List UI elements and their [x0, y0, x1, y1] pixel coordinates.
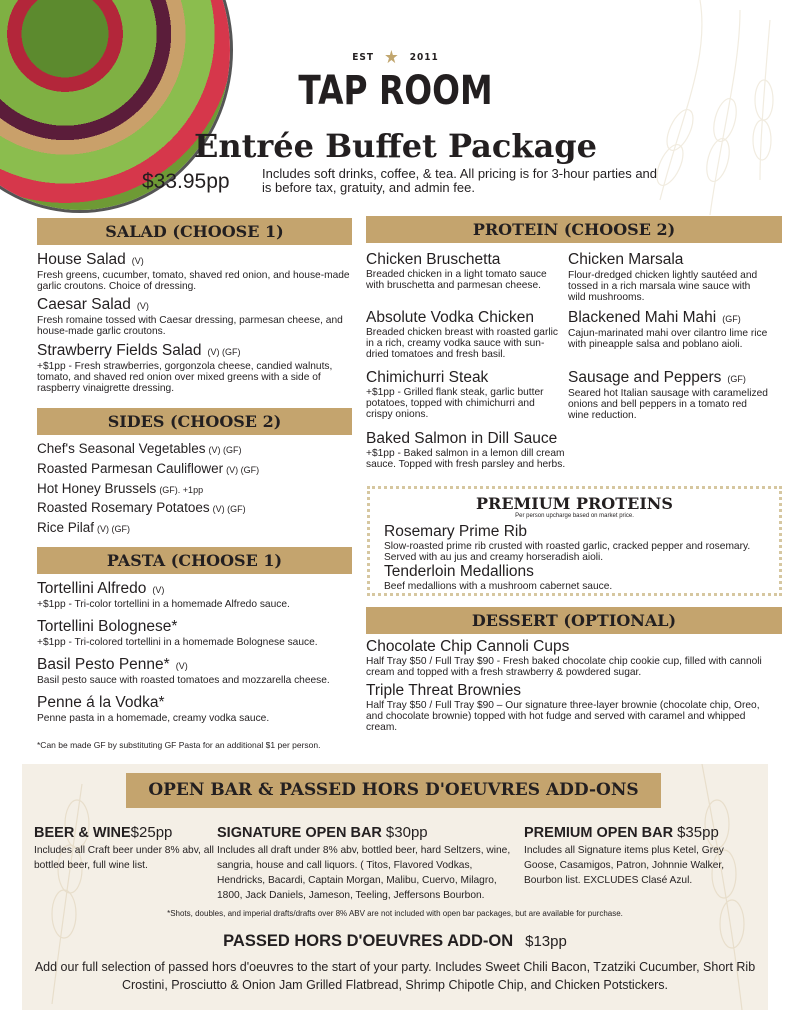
sides-heading: SIDES (CHOOSE 2): [37, 408, 352, 435]
side-name: Roasted Rosemary Potatoes: [37, 500, 210, 515]
hors-price: $13pp: [525, 933, 567, 950]
item-name: Chocolate Chip Cannoli Cups: [366, 638, 570, 655]
item-name: Chimichurri Steak: [366, 369, 489, 386]
item-desc: +$1pp - Tri-colored tortellini in a homemade Bolognese sauce.: [37, 637, 318, 648]
menu-item: [568, 251, 768, 303]
dessert-heading: DESSERT (OPTIONAL): [366, 607, 782, 634]
star-icon: ★: [384, 47, 400, 68]
menu-item: [366, 682, 776, 733]
bar-desc: Includes all Signature items plus Ketel, Grey Goose, Casamigos, Patron, Johnnie Walker, Bourbon list. EXCLUDES Clasé Azul.: [524, 845, 725, 886]
bar-price: $25pp: [130, 824, 173, 841]
item-name: Penne á la Vodka*: [37, 694, 165, 711]
menu-item: [366, 430, 566, 470]
item-tags: (GF): [722, 314, 741, 324]
side-name: Chef's Seasonal Vegetables: [37, 441, 206, 456]
item-desc: +$1pp - Tri-color tortellini in a homemade Alfredo sauce.: [37, 599, 290, 610]
menu-item: [37, 251, 355, 292]
price-note: Includes soft drinks, coffee, & tea. All pricing is for 3-hour parties and is before tax, gratuity, and admin fee.: [262, 166, 658, 195]
item-name: Triple Threat Brownies: [366, 682, 522, 699]
est-year: 2011: [409, 52, 439, 63]
item-desc: Basil pesto sauce with roasted tomatoes and mozzarella cheese.: [37, 675, 330, 686]
side-tags: (GF). +1pp: [159, 485, 204, 495]
item-desc: Half Tray $50 / Full Tray $90 – Our signature three-layer brownie (chocolate chip, Oreo, and chocolate brownie) topped with hot fudge and served with caramel and whipped cream.: [366, 700, 760, 733]
item-desc: Fresh greens, cucumber, tomato, shaved red onion, and house-made garlic croutons. Choice of dressing.: [37, 270, 350, 292]
item-name: Basil Pesto Penne*: [37, 656, 170, 673]
menu-item: [568, 369, 768, 421]
side-name: Rice Pilaf: [37, 520, 95, 535]
item-desc: +$1pp - Fresh strawberries, gorgonzola cheese, candied walnuts, tomato, and shaved red onion over mixed greens with a side of raspberry vinaigrette dressing.: [37, 361, 333, 394]
pasta-footnote: *Can be made GF by substituting GF Pasta for an additional $1 per person.: [37, 740, 321, 750]
item-name: Chicken Bruschetta: [366, 251, 501, 268]
item-desc: Beef medallions with a mushroom cabernet sauce.: [384, 581, 613, 592]
side-name: Roasted Parmesan Cauliflower: [37, 461, 224, 476]
menu-item: [37, 342, 355, 394]
bar-price: $35pp: [677, 824, 719, 841]
side-tags: (V) (GF): [226, 465, 260, 475]
side-tags: (V) (GF): [208, 445, 242, 455]
item-desc: Breaded chicken breast with roasted garlic in a rich, creamy vodka sauce with sun-dried tomatoes and fresh basil.: [366, 327, 558, 360]
bar-name: BEER & WINE: [34, 825, 131, 841]
menu-item: [384, 563, 774, 592]
bar-desc: Includes all Craft beer under 8% abv, all bottled beer, full wine list.: [34, 845, 214, 871]
item-desc: Fresh romaine tossed with Caesar dressing, parmesan cheese, and house-made garlic croutons.: [37, 315, 343, 337]
menu-item: [568, 309, 768, 350]
menu-item: [366, 638, 776, 678]
premium-subheading: Per person upcharge based on market price.: [515, 513, 634, 519]
bar-name: PREMIUM OPEN BAR: [524, 825, 674, 841]
hors-doeuvres-heading: [22, 932, 768, 951]
item-name: House Salad: [37, 251, 126, 268]
side-item: [37, 500, 246, 515]
item-name: Rosemary Prime Rib: [384, 523, 527, 540]
item-tags: (V): [175, 661, 188, 671]
item-tags: (GF): [727, 374, 746, 384]
salad-heading: SALAD (CHOOSE 1): [37, 218, 352, 245]
brand-logo: TAP ROOM: [298, 68, 493, 114]
menu-item: [37, 296, 355, 337]
item-name: Absolute Vodka Chicken: [366, 309, 535, 326]
side-tags: (V) (GF): [212, 504, 246, 514]
bar-name: SIGNATURE OPEN BAR: [217, 825, 382, 841]
package-price: $33.95pp: [142, 170, 230, 193]
protein-heading: PROTEIN (CHOOSE 2): [366, 216, 782, 243]
item-name: Tortellini Alfredo: [37, 580, 147, 597]
page-title: Entrée Buffet Package: [193, 127, 598, 165]
item-tags: (V): [131, 256, 144, 266]
item-name: Tortellini Bolognese*: [37, 618, 178, 635]
bar-price: $30pp: [385, 824, 428, 841]
item-desc: +$1pp - Grilled flank steak, garlic butter potatoes, topped with chimichurri and crispy onions.: [366, 387, 544, 420]
menu-item: [37, 694, 355, 724]
side-item: [37, 461, 259, 476]
item-name: Tenderloin Medallions: [384, 563, 534, 580]
menu-item: [366, 369, 561, 420]
menu-item: [366, 251, 561, 291]
item-name: Strawberry Fields Salad: [37, 342, 202, 359]
side-item: [37, 520, 130, 535]
item-desc: Flour-dredged chicken lightly sautéed and tossed in a rich marsala wine sauce with wild mushrooms.: [568, 270, 758, 303]
hors-name: PASSED HORS D'OEUVRES ADD-ON: [223, 932, 514, 950]
menu-item: [37, 656, 355, 686]
item-desc: Half Tray $50 / Full Tray $90 - Fresh baked chocolate chip cookie cup, filled with cannoli cream and topped with a fresh strawberry & powdered sugar.: [366, 656, 762, 678]
item-name: Baked Salmon in Dill Sauce: [366, 430, 558, 447]
item-desc: Breaded chicken in a light tomato sauce with bruschetta and parmesan cheese.: [366, 269, 547, 291]
menu-item: [384, 523, 774, 563]
item-name: Sausage and Peppers: [568, 369, 722, 386]
pasta-heading: PASTA (CHOOSE 1): [37, 547, 352, 574]
addons-section: [22, 764, 768, 1010]
established-line: [0, 47, 791, 68]
menu-item: [366, 309, 561, 360]
menu-item: [37, 580, 355, 610]
addons-heading: OPEN BAR & PASSED HORS D'OEUVRES ADD-ONS: [126, 773, 661, 808]
item-tags: (V) (GF): [207, 347, 241, 357]
side-item: [37, 441, 241, 456]
item-desc: Seared hot Italian sausage with caramelized onions and bell peppers in a tomato red wine reduction.: [568, 388, 768, 421]
est-label: EST: [352, 52, 374, 63]
premium-heading: PREMIUM PROTEINS: [476, 494, 673, 513]
menu-item: [37, 618, 355, 648]
bar-desc: Includes all draft under 8% abv, bottled beer, hard Seltzers, wine, sangria, house and call liquors. ( Titos, Flavored Vodkas, Hendricks, Bacardi, Captain Morgan, Malibu, Cuervo, Milagro, 1800, Jack Daniels, Jameson, Teeling, Jeffersons Bourbon.: [217, 845, 511, 901]
item-desc: Slow-roasted prime rib crusted with roasted garlic, cracked pepper and rosemary. Served with au jus and creamy horseradish aioli.: [384, 541, 751, 563]
side-tags: (V) (GF): [97, 524, 131, 534]
item-name: Blackened Mahi Mahi: [568, 309, 717, 326]
item-desc: +$1pp - Baked salmon in a lemon dill cream sauce. Topped with fresh parsley and herbs.: [366, 448, 566, 470]
item-name: Caesar Salad: [37, 296, 131, 313]
bar-package-signature: [217, 824, 517, 903]
item-tags: (V): [152, 585, 165, 595]
item-desc: Cajun-marinated mahi over cilantro lime rice with pineapple salsa and poblano aioli.: [568, 328, 768, 350]
item-name: Chicken Marsala: [568, 251, 684, 268]
shots-footnote: *Shots, doubles, and imperial drafts/drafts over 8% ABV are not included with open bar packages, but are available for purchase.: [167, 909, 623, 918]
premium-proteins-box: [367, 486, 782, 596]
item-desc: Penne pasta in a homemade, creamy vodka sauce.: [37, 713, 270, 724]
hors-desc: Add our full selection of passed hors d'oeuvres to the start of your party. Includes Sweet Chili Bacon, Tzatziki Cucumber, Short Rib Crostini, Prosciutto & Onion Jam Grilled Flatbread, Shrimp Chipotle Chip, and Chicken Potstickers.: [34, 960, 756, 992]
side-name: Hot Honey Brussels: [37, 481, 157, 496]
side-item: [37, 481, 203, 496]
item-tags: (V): [136, 301, 149, 311]
bar-package-premium: [524, 824, 749, 888]
bar-package-beer-wine: [34, 824, 214, 873]
